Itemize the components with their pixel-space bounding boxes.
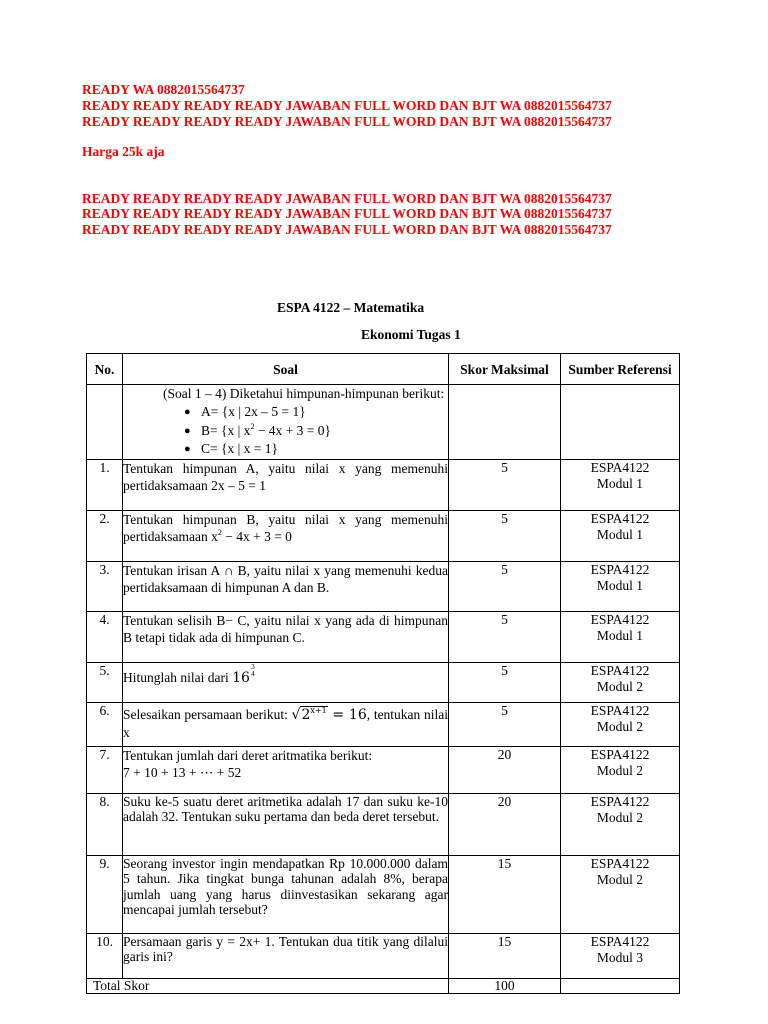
max-score: 20 (449, 793, 561, 855)
row-number: 4. (87, 611, 123, 662)
row-number: 2. (87, 510, 123, 561)
max-score: 5 (449, 702, 561, 746)
header-soal: Soal (123, 354, 449, 385)
max-score: 5 (449, 561, 561, 611)
question-text: Tentukan irisan A ∩ B, yaitu nilai x yang memenuhi kedua pertidaksamaan di himpunan A dan B. (123, 561, 449, 611)
bullet-icon: ● (184, 406, 191, 418)
row-number: 5. (87, 662, 123, 702)
row-number: 6. (87, 702, 123, 746)
row-number: 9. (87, 855, 123, 933)
total-score: 100 (449, 978, 561, 993)
reference: ESPA4122 Modul 2 (561, 793, 680, 855)
header-ref: Sumber Referensi (561, 354, 680, 385)
table-row (87, 662, 680, 702)
question-text: Persamaan garis y = 2x+ 1. Tentukan dua titik yang dilalui garis ini? (123, 933, 449, 978)
promo-line: READY READY READY READY JAWABAN FULL WORD DAN BJT WA 0882015564737 (82, 114, 612, 129)
intro-cell (123, 385, 449, 460)
fraction-exponent: 3 4 (251, 662, 255, 678)
table-cell (561, 385, 680, 460)
question-text: Tentukan selisih B− C, yaitu nilai x yang ada di himpunan B tetapi tidak ada di himpunan C. (123, 611, 449, 662)
row-number: 7. (87, 746, 123, 793)
max-score: 15 (449, 855, 561, 933)
reference: ESPA4122 Modul 1 (561, 611, 680, 662)
max-score: 20 (449, 746, 561, 793)
table-cell (561, 978, 680, 993)
table-row (87, 855, 680, 933)
table-row-intro (87, 385, 680, 460)
table-header-row (87, 354, 680, 385)
bullet-icon: ● (184, 424, 191, 437)
max-score: 5 (449, 510, 561, 561)
question-text: Tentukan jumlah dari deret aritmatika berikut: 7 + 10 + 13 + ⋯ + 52 (123, 746, 449, 793)
promo-line: READY READY READY READY JAWABAN FULL WORD DAN BJT WA 0882015564737 (82, 98, 612, 113)
intro-text: (Soal 1 – 4) Diketahui himpunan-himpunan berikut: (163, 386, 445, 401)
question-text: Tentukan himpunan B, yaitu nilai x yang memenuhi pertidaksamaan $x^2 - 4x + 3 = 0$ (123, 510, 449, 561)
header-skor: Skor Maksimal (449, 354, 561, 385)
table-row (87, 933, 680, 978)
table-row (87, 611, 680, 662)
row-number: 10. (87, 933, 123, 978)
reference: ESPA4122 Modul 1 (561, 510, 680, 561)
promo-line: READY READY READY READY JAWABAN FULL WORD DAN BJT WA 0882015564737 (82, 191, 612, 206)
table-row (87, 793, 680, 855)
reference: ESPA4122 Modul 2 (561, 702, 680, 746)
max-score: 5 (449, 662, 561, 702)
reference: ESPA4122 Modul 2 (561, 746, 680, 793)
table-row (87, 510, 680, 561)
reference: ESPA4122 Modul 2 (561, 855, 680, 933)
set-list (163, 403, 448, 459)
question-text: Seorang investor ingin mendapatkan Rp 10.000.000 dalam 5 tahun. Jika tingkat bunga tahunan adalah 8%, berapa jumlah uang yang harus diinvestasikan sekarang agar mencapai jumlah tersebut? (123, 855, 449, 933)
header-no: No. (87, 354, 123, 385)
promo-line: READY READY READY READY JAWABAN FULL WORD DAN BJT WA 0882015564737 (82, 222, 612, 237)
bullet-icon: ● (184, 443, 191, 455)
table-cell (449, 385, 561, 460)
reference: ESPA4122 Modul 1 (561, 459, 680, 510)
reference: ESPA4122 Modul 1 (561, 561, 680, 611)
question-text: Selesaikan persamaan berikut: $√2^{x+1} = 16$, tentukan nilai x (123, 702, 449, 746)
reference: ESPA4122 Modul 3 (561, 933, 680, 978)
assignment-table (86, 353, 680, 994)
table-row (87, 746, 680, 793)
list-item: ● A= {x | 2x – 5 = 1} (201, 403, 448, 422)
square-root: $√2^{x+1} = 16$ (291, 705, 367, 723)
list-item: ● C= {x | x = 1} (201, 440, 448, 459)
table-cell (87, 385, 123, 460)
row-number: 1. (87, 459, 123, 510)
promo-price: Harga 25k aja (82, 144, 165, 159)
question-text: Hitunglah nilai dari 16 3 4 (123, 662, 449, 702)
question-text: Suku ke-5 suatu deret aritmetika adalah 17 dan suku ke-10 adalah 32. Tentukan suku pertama dan beda deret tersebut. (123, 793, 449, 855)
total-row (87, 978, 680, 993)
document-subtitle: Ekonomi Tugas 1 (361, 327, 461, 342)
promo-line: READY READY READY READY JAWABAN FULL WORD DAN BJT WA 0882015564737 (82, 206, 612, 221)
promo-line: READY WA 0882015564737 (82, 82, 245, 97)
row-number: 8. (87, 793, 123, 855)
list-item: ● B= {x | $x^2 - 4x + 3 = 0$} (201, 422, 448, 441)
question-text: Tentukan himpunan A, yaitu nilai x yang memenuhi pertidaksamaan 2x – 5 = 1 (123, 459, 449, 510)
table-row (87, 561, 680, 611)
max-score: 5 (449, 459, 561, 510)
max-score: 15 (449, 933, 561, 978)
table-row (87, 702, 680, 746)
max-score: 5 (449, 611, 561, 662)
reference: ESPA4122 Modul 2 (561, 662, 680, 702)
document-title: ESPA 4122 – Matematika (277, 300, 425, 315)
table-row (87, 459, 680, 510)
row-number: 3. (87, 561, 123, 611)
total-label: Total Skor (87, 978, 449, 993)
